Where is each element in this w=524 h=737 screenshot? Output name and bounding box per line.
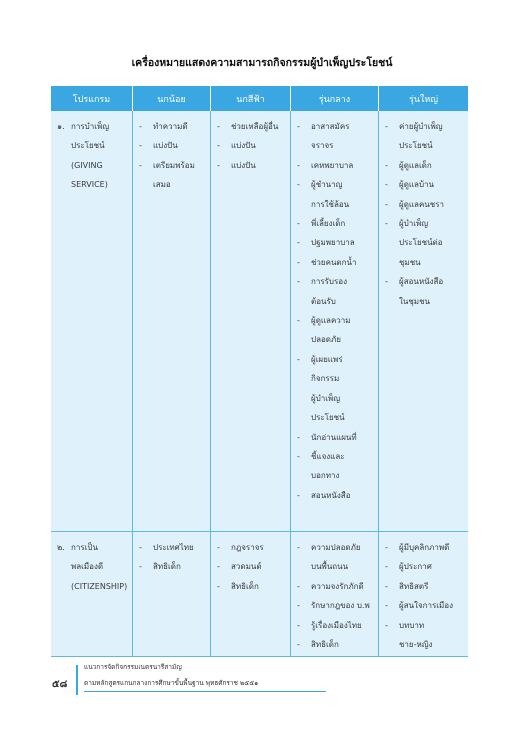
badge-list-cell xyxy=(211,532,291,656)
badge-name-line: ประเทศไทย xyxy=(153,543,194,552)
badge-name-line: แบ่งปัน xyxy=(231,141,256,151)
program-name-line: SERVICE) xyxy=(71,180,108,190)
program-name-line: พลเมืองดี xyxy=(71,562,104,572)
bullet-dash: - xyxy=(385,122,388,131)
badge-name-line: นักอ่านแผนที่ xyxy=(311,432,357,442)
badge-name-line: ค่ายผู้บำเพ็ญ xyxy=(399,122,443,131)
program-name-line: การเป็น xyxy=(71,543,98,552)
bullet-dash: - xyxy=(385,581,388,591)
badge-name-line: เคหพยาบาล xyxy=(311,160,354,170)
badge-item xyxy=(297,428,374,447)
badge-name-line: ประโยชน์ต่อ xyxy=(399,238,443,248)
badge-name-line: ในชุมชน xyxy=(399,296,430,306)
badge-name-line: ชาย-หญิง xyxy=(399,640,433,650)
badge-name-line: ชี้แจงและ xyxy=(311,451,345,461)
badge-list-cell xyxy=(211,111,291,531)
bullet-dash: - xyxy=(385,601,388,611)
badge-item xyxy=(217,156,286,175)
badge-name-line: แบ่งปัน xyxy=(153,141,178,151)
bullet-dash: - xyxy=(297,620,300,630)
footer-book-title: แนวการจัดกิจกรรมเนตรนารีสามัญ xyxy=(84,663,182,671)
badge-name-line: การรับรอง xyxy=(311,277,348,287)
bullet-dash: - xyxy=(139,543,142,552)
badge-name-line: ผู้ดูแลบ้าน xyxy=(399,180,434,190)
bullet-dash: - xyxy=(139,122,142,131)
badge-name-line: ประโยชน์ xyxy=(399,141,433,151)
badge-item xyxy=(385,272,464,311)
badge-name-line: สิทธิเด็ก xyxy=(153,562,181,572)
badge-name-line: ผู้ดูแลความ xyxy=(311,316,351,326)
badge-item xyxy=(139,538,206,557)
badge-item xyxy=(385,616,464,655)
bullet-dash: - xyxy=(139,562,142,572)
table-body xyxy=(51,111,468,657)
bullet-dash: - xyxy=(297,432,300,442)
program-number: ๑. xyxy=(57,122,65,131)
bullet-dash: - xyxy=(297,257,300,267)
bullet-dash: - xyxy=(297,354,300,364)
badge-item xyxy=(217,577,286,596)
badge-item xyxy=(139,156,206,195)
badge-name-line: ผู้บำเพ็ญ xyxy=(399,219,429,229)
badge-list-cell xyxy=(133,532,211,656)
badge-name-line: แบ่งปัน xyxy=(231,160,256,170)
bullet-dash: - xyxy=(385,180,388,190)
table-header xyxy=(51,86,468,111)
bullet-dash: - xyxy=(217,160,220,170)
badge-name-line: ปลอดภัย xyxy=(311,335,341,345)
badge-item xyxy=(297,447,374,486)
badge-item xyxy=(385,538,464,557)
bullet-dash: - xyxy=(217,562,220,572)
badge-name-line: ผู้มีบุคลิกภาพดี xyxy=(399,543,450,552)
badge-name-line: การใช้ล้อน xyxy=(311,199,350,209)
bullet-dash: - xyxy=(297,180,300,190)
bullet-dash: - xyxy=(297,451,300,461)
bullet-dash: - xyxy=(385,219,388,229)
badge-name-line: ผู้สนใจการเมือง xyxy=(399,601,453,611)
bullet-dash: - xyxy=(297,238,300,248)
badge-name-line: กฎจราจร xyxy=(231,543,264,552)
program-cell xyxy=(51,111,133,531)
badge-name-line: ความจงรักภักดี xyxy=(311,581,364,591)
badge-name-line: ช่วยคนตกน้ำ xyxy=(311,257,357,267)
header-level-2: นกสีฟ้า xyxy=(211,86,291,111)
badge-item xyxy=(385,214,464,272)
badge-item xyxy=(297,233,374,252)
bullet-dash: - xyxy=(139,160,142,170)
badge-item xyxy=(385,175,464,194)
badge-item xyxy=(385,577,464,596)
badge-item xyxy=(139,557,206,576)
badge-item xyxy=(385,557,464,576)
badge-name-line: ผู้เผยแพร่ xyxy=(311,354,343,364)
bullet-dash: - xyxy=(297,640,300,650)
badge-name-line: ปฐมพยาบาล xyxy=(311,238,355,248)
badge-item xyxy=(217,136,286,155)
badge-name-line: ประโยชน์ xyxy=(311,413,345,423)
program-name-line: (CITIZENSHIP) xyxy=(71,581,128,591)
badge-item xyxy=(297,635,374,654)
badge-item xyxy=(297,175,374,214)
bullet-dash: - xyxy=(385,199,388,209)
footer-curriculum: ตามหลักสูตรแกนกลางการศึกษาขั้นพื้นฐาน พุทธศักราช ๒๕๕๑ xyxy=(84,679,259,687)
bullet-dash: - xyxy=(297,490,300,500)
header-level-3: รุ่นกลาง xyxy=(291,86,379,111)
bullet-dash: - xyxy=(385,562,388,572)
badge-item xyxy=(139,136,206,155)
badge-name-line: ผู้ประกาศ xyxy=(399,562,432,572)
badge-item xyxy=(139,117,206,136)
badge-item xyxy=(297,577,374,596)
badge-name-line: บทบาท xyxy=(399,620,425,630)
badge-item xyxy=(297,350,374,428)
bullet-dash: - xyxy=(139,141,142,151)
badge-name-line: ผู้สอนหนังสือ xyxy=(399,277,444,287)
badge-item xyxy=(385,596,464,615)
badge-item xyxy=(217,117,286,136)
bullet-dash: - xyxy=(217,141,220,151)
bullet-dash: - xyxy=(385,543,388,552)
badge-item xyxy=(297,214,374,233)
badge-name-line: รักษากฎของ บ.พ xyxy=(311,601,370,611)
badge-item xyxy=(217,557,286,576)
bullet-dash: - xyxy=(297,122,300,131)
badge-name-line: ผู้ดูแลเด็ก xyxy=(399,160,432,170)
program-name-line: ประโยชน์ xyxy=(71,141,105,151)
bullet-dash: - xyxy=(297,316,300,326)
badge-name-line: ต้อนรับ xyxy=(311,296,336,306)
bullet-dash: - xyxy=(297,277,300,287)
bullet-dash: - xyxy=(385,620,388,630)
badge-name-line: เสมอ xyxy=(153,180,171,190)
badge-item xyxy=(297,272,374,311)
badge-name-line: สิทธิเด็ก xyxy=(311,640,339,650)
badge-list-cell xyxy=(379,111,468,531)
badge-item xyxy=(297,253,374,272)
badge-item xyxy=(297,311,374,350)
badge-item xyxy=(385,195,464,214)
program-name-line: (GIVING xyxy=(71,160,103,170)
bullet-dash: - xyxy=(297,219,300,229)
badge-item xyxy=(385,156,464,175)
badge-name-line: จราจร xyxy=(311,141,334,151)
badge-name-line: ความปลอดภัย xyxy=(311,543,361,552)
page-number: ๕๘ xyxy=(52,679,68,690)
badge-item xyxy=(297,596,374,615)
badge-name-line: อาสาสมัคร xyxy=(311,122,350,131)
badge-item xyxy=(297,486,374,505)
badge-item xyxy=(297,538,374,577)
program-cell xyxy=(51,532,133,656)
bullet-dash: - xyxy=(217,543,220,552)
badge-name-line: ผู้ดูแลคนชรา xyxy=(399,199,444,209)
badge-name-line: บอกทาง xyxy=(311,471,340,481)
badge-name-line: ผู้บำเพ็ญ xyxy=(311,393,341,403)
badge-name-line: ชุมชน xyxy=(399,257,421,267)
bullet-dash: - xyxy=(217,122,220,131)
badge-list-cell xyxy=(133,111,211,531)
page-title: เครื่องหมายแสดงความสามารถกิจกรรมผู้บำเพ็ญประโยชน์ xyxy=(131,57,393,69)
badge-name-line: ช่วยเหลือผู้อื่น xyxy=(231,122,279,131)
bullet-dash: - xyxy=(297,160,300,170)
program-name-line: การบำเพ็ญ xyxy=(71,122,110,131)
bullet-dash: - xyxy=(217,581,220,591)
badge-item xyxy=(385,117,464,156)
badge-name-line: สวดมนต์ xyxy=(231,562,262,572)
page-footer xyxy=(46,660,286,700)
header-level-1: นกน้อย xyxy=(133,86,211,111)
badge-name-line: บนพื้นถนน xyxy=(311,562,349,572)
badge-list-cell xyxy=(291,111,379,531)
activity-badge-table xyxy=(51,86,468,657)
badge-name-line: กิจกรรม xyxy=(311,374,340,384)
badge-item xyxy=(297,117,374,156)
badge-name-line: ผู้ชำนาญ xyxy=(311,180,343,190)
badge-name-line: สอนหนังสือ xyxy=(311,490,351,500)
badge-name-line: สิทธิเด็ก xyxy=(231,581,259,591)
table-row xyxy=(51,111,468,532)
badge-name-line: สิทธิสตรี xyxy=(399,581,429,591)
table-row xyxy=(51,532,468,657)
header-level-4: รุ่นใหญ่ xyxy=(409,94,438,105)
badge-name-line: พี่เลี้ยงเด็ก xyxy=(311,219,346,229)
program-number: ๒. xyxy=(57,543,65,552)
bullet-dash: - xyxy=(297,543,300,552)
bullet-dash: - xyxy=(385,160,388,170)
badge-name-line: ทำความดี xyxy=(153,122,188,131)
badge-item xyxy=(217,538,286,557)
badge-item xyxy=(297,616,374,635)
footer-underline xyxy=(84,691,326,692)
bullet-dash: - xyxy=(385,277,388,287)
bullet-dash: - xyxy=(297,601,300,611)
badge-list-cell xyxy=(379,532,468,656)
badge-list-cell xyxy=(291,532,379,656)
badge-item xyxy=(297,156,374,175)
badge-name-line: เตรียมพร้อม xyxy=(153,160,195,170)
header-program: โปรแกรม xyxy=(51,86,133,111)
footer-divider xyxy=(76,665,78,695)
bullet-dash: - xyxy=(297,581,300,591)
badge-name-line: รู้เรื่องเมืองไทย xyxy=(311,620,362,630)
